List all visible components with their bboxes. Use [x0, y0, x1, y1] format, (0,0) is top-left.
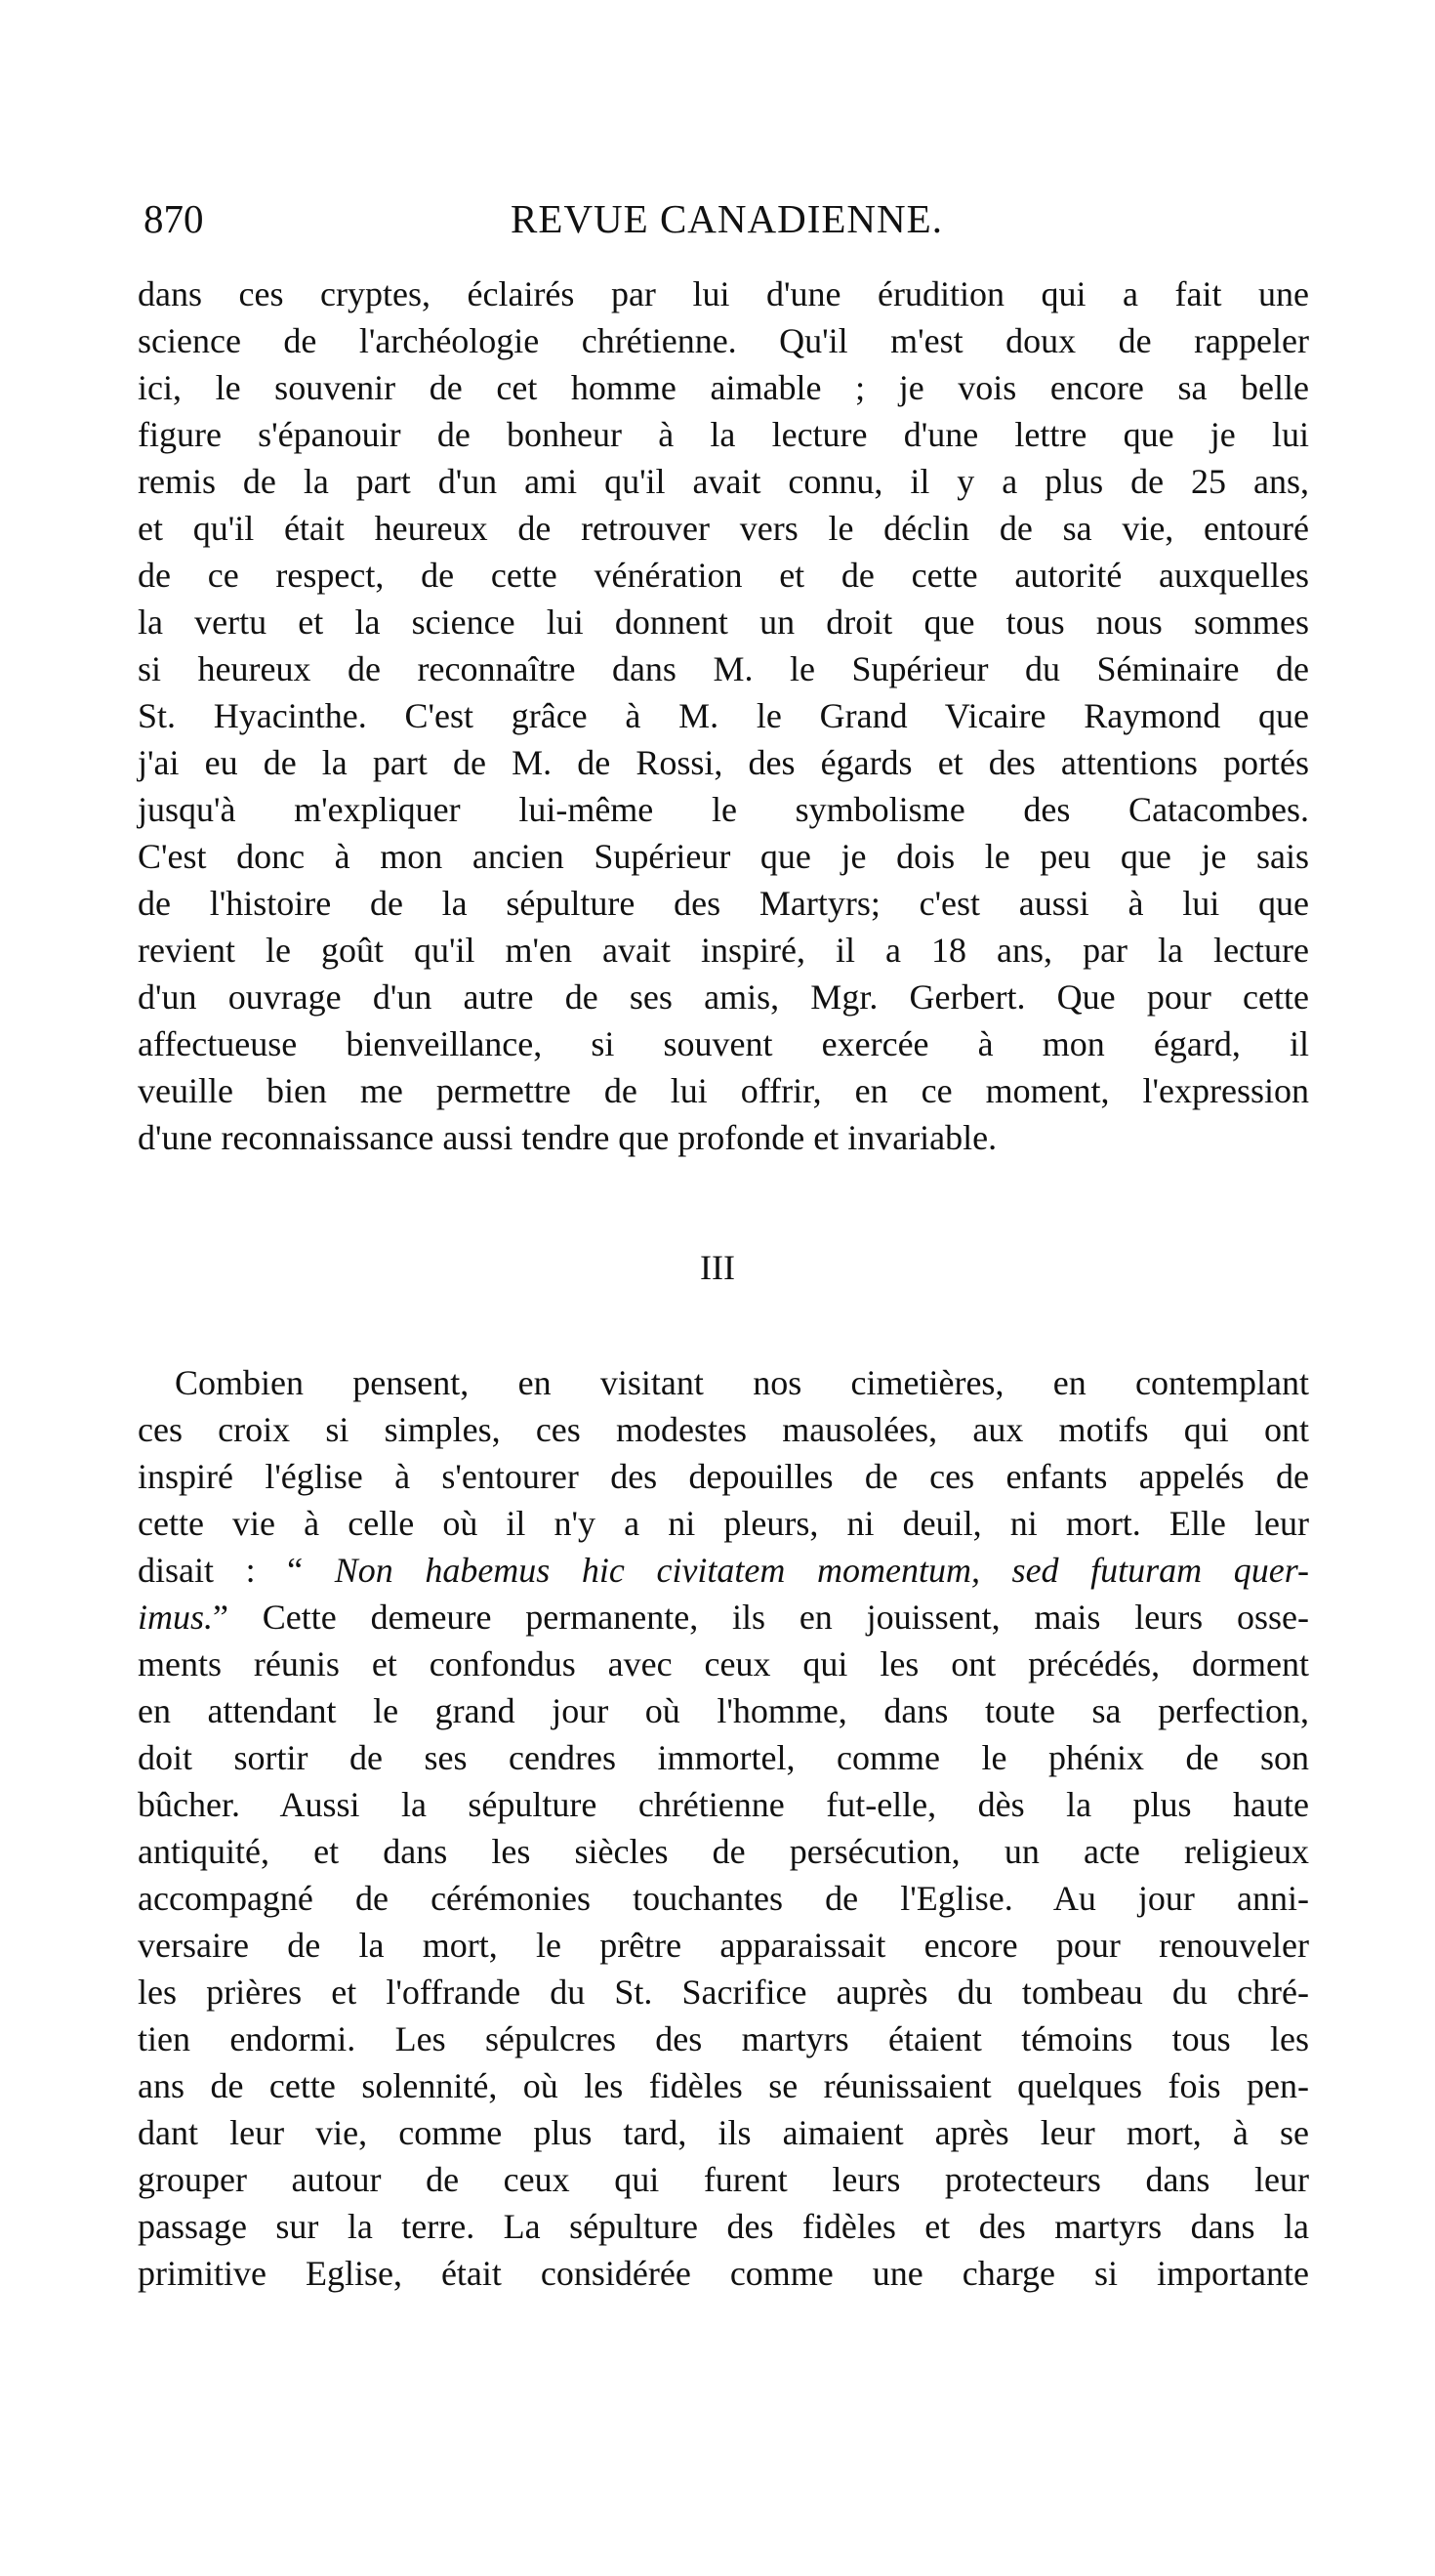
- text-line: dant leur vie, comme plus tard, ils aimaient après leur mort, à se: [138, 2113, 1309, 2152]
- text-line: ici, le souvenir de cet homme aimable ; je vois encore sa belle: [138, 368, 1309, 407]
- page-number: 870: [144, 196, 204, 241]
- text-line: si heureux de reconnaître dans M. le Supérieur du Séminaire de: [138, 649, 1309, 688]
- text-line: d'une reconnaissance aussi tendre que profonde et invariable.: [138, 1118, 998, 1157]
- section-heading: III: [700, 1248, 735, 1287]
- text-line: de ce respect, de cette vénération et de cette autorité auxquelles: [138, 556, 1309, 595]
- text-line: et qu'il était heureux de retrouver vers le déclin de sa vie, entouré: [138, 509, 1309, 548]
- text-line: affectueuse bienveillance, si souvent exercée à mon égard, il: [138, 1024, 1309, 1063]
- text-line: versaire de la mort, le prêtre apparaissait encore pour renouveler: [138, 1926, 1309, 1965]
- text-line: St. Hyacinthe. C'est grâce à M. le Grand Vicaire Raymond que: [138, 696, 1309, 735]
- text-line: Combien pensent, en visitant nos cimetières, en contemplant: [175, 1363, 1309, 1402]
- latin-quote-end: imus.: [138, 1598, 214, 1637]
- text-line: revient le goût qu'il m'en avait inspiré, il a 18 ans, par la lecture: [138, 931, 1309, 970]
- text-line: la vertu et la science lui donnent un droit que tous nous sommes: [138, 602, 1309, 642]
- quote-intro: disait : “: [138, 1551, 335, 1590]
- text-line: accompagné de cérémonies touchantes de l'Eglise. Au jour anni-: [138, 1879, 1309, 1918]
- text-line: tien endormi. Les sépulcres des martyrs étaient témoins tous les: [138, 2019, 1309, 2058]
- text-line: figure s'épanouir de bonheur à la lecture d'une lettre que je lui: [138, 415, 1309, 454]
- running-title: REVUE CANADIENNE.: [511, 196, 943, 241]
- text-line: remis de la part d'un ami qu'il avait connu, il y a plus de 25 ans,: [138, 462, 1309, 501]
- text-line: ans de cette solennité, où les fidèles se réunissaient quelques fois pen-: [138, 2066, 1309, 2105]
- paragraph-continued: [138, 270, 1309, 1161]
- paragraph-section-iii: [138, 1359, 1309, 2297]
- text-line: les prières et l'offrande du St. Sacrifice auprès du tombeau du chré-: [138, 1973, 1309, 2012]
- text-line: veuille bien me permettre de lui offrir, en ce moment, l'expression: [138, 1071, 1309, 1110]
- text-line: grouper autour de ceux qui furent leurs protecteurs dans leur: [138, 2160, 1309, 2199]
- text-line-with-quote: [138, 1594, 1309, 1641]
- text-line: passage sur la terre. La sépulture des fidèles et des martyrs dans la: [138, 2207, 1309, 2246]
- text-line: C'est donc à mon ancien Supérieur que je dois le peu que je sais: [138, 837, 1309, 876]
- text-line-with-quote: [138, 1547, 1309, 1594]
- text-line: dans ces cryptes, éclairés par lui d'une érudition qui a fait une: [138, 274, 1309, 313]
- text-line: ces croix si simples, ces modestes mausolées, aux motifs qui ont: [138, 1410, 1309, 1449]
- latin-quote: Non habemus hic civitatem momentum, sed futuram quer-: [334, 1551, 1309, 1590]
- text-line: ments réunis et confondus avec ceux qui les ont précédés, dorment: [138, 1644, 1309, 1683]
- text-line: doit sortir de ses cendres immortel, comme le phénix de son: [138, 1738, 1309, 1777]
- text-line: cette vie à celle où il n'y a ni pleurs, ni deuil, ni mort. Elle leur: [138, 1504, 1309, 1543]
- text-line: primitive Eglise, était considérée comme une charge si importante: [138, 2254, 1309, 2293]
- text-line: bûcher. Aussi la sépulture chrétienne fut-elle, dès la plus haute: [138, 1785, 1309, 1824]
- page-header: [144, 189, 1310, 248]
- text-line: antiquité, et dans les siècles de persécution, un acte religieux: [138, 1832, 1309, 1871]
- text-line: d'un ouvrage d'un autre de ses amis, Mgr. Gerbert. Que pour cette: [138, 977, 1309, 1017]
- text-line: en attendant le grand jour où l'homme, dans toute sa perfection,: [138, 1691, 1309, 1730]
- text-line: inspiré l'église à s'entourer des depouilles de ces enfants appelés de: [138, 1457, 1309, 1496]
- text-line: jusqu'à m'expliquer lui-même le symbolisme des Catacombes.: [138, 790, 1309, 829]
- text-line: science de l'archéologie chrétienne. Qu'il m'est doux de rappeler: [138, 321, 1309, 360]
- text-line: j'ai eu de la part de M. de Rossi, des égards et des attentions portés: [138, 743, 1309, 782]
- text-line: de l'histoire de la sépulture des Martyrs; c'est aussi à lui que: [138, 884, 1309, 923]
- quote-continuation: ” Cette demeure permanente, ils en jouissent, mais leurs osse-: [213, 1598, 1309, 1637]
